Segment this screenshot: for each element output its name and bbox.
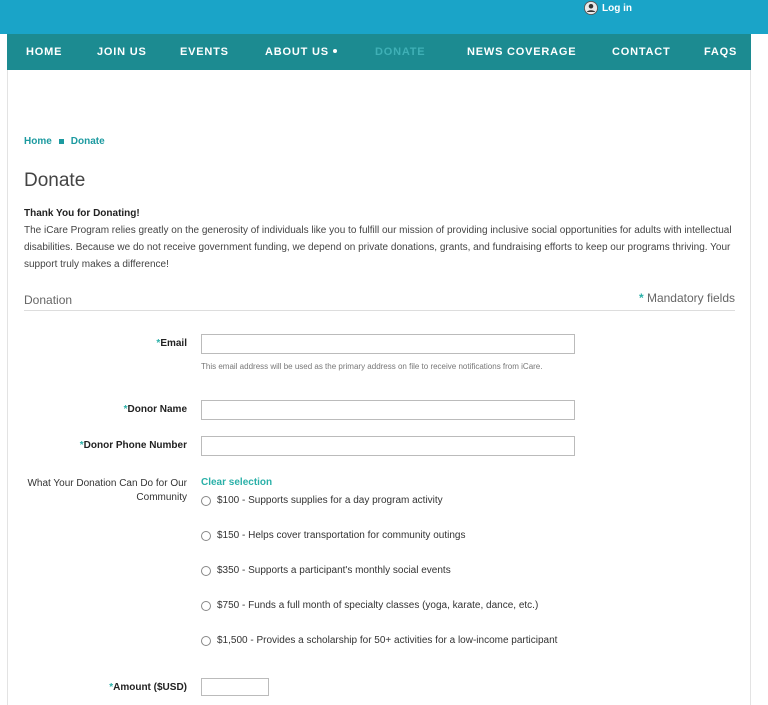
mandatory-note [639, 291, 735, 305]
donation-option-350[interactable] [201, 565, 451, 576]
option-label: $150 - Helps cover transportation for community outings [217, 530, 466, 541]
top-bar [0, 0, 768, 34]
radio-button[interactable] [201, 496, 211, 506]
donation-option-1500[interactable] [201, 635, 557, 646]
breadcrumb-separator-icon [59, 139, 64, 144]
nav-about-us-label: ABOUT US [265, 46, 329, 58]
amount-label: *Amount ($USD) [109, 682, 187, 693]
login-label: Log in [602, 2, 632, 14]
donation-options-label: What Your Donation Can Do for Our Community [27, 478, 187, 503]
clear-selection-link[interactable]: Clear selection [201, 477, 273, 488]
option-label: $1,500 - Provides a scholarship for 50+ activities for a low-income participant [217, 635, 558, 646]
section-title: Donation [24, 293, 73, 307]
donor-name-field[interactable] [201, 400, 575, 420]
breadcrumb-home[interactable]: Home [24, 136, 52, 147]
nav-about-us[interactable] [265, 34, 337, 70]
login-link[interactable] [584, 0, 632, 16]
main-nav [7, 34, 751, 70]
radio-button[interactable] [201, 601, 211, 611]
nav-contact[interactable]: CONTACT [612, 46, 671, 58]
nav-news-coverage[interactable]: NEWS COVERAGE [467, 46, 577, 58]
radio-button[interactable] [201, 566, 211, 576]
nav-join-us[interactable]: JOIN US [97, 46, 147, 58]
donation-option-750[interactable] [201, 600, 538, 611]
nav-events[interactable]: EVENTS [180, 46, 229, 58]
donor-phone-field[interactable] [201, 436, 575, 456]
nav-donate[interactable]: DONATE [375, 46, 426, 58]
mandatory-label: Mandatory fields [646, 291, 735, 305]
intro-paragraph: The iCare Program relies greatly on the generosity of individuals like you to fulfill our mission of providing inclusive social opportunities for adults with intellectual disabilities. Because we do not receive government funding, we depend on private donations, grants, and fundraising efforts to keep our programs thriving. Your support truly makes a difference! [24, 225, 732, 270]
radio-button[interactable] [201, 531, 211, 541]
option-label: $100 - Supports supplies for a day program activity [217, 495, 443, 506]
amount-field[interactable] [201, 678, 269, 696]
donation-section-header [24, 291, 735, 311]
page-title: Donate [24, 170, 86, 191]
option-label: $350 - Supports a participant's monthly social events [217, 565, 451, 576]
email-label: *Email [156, 338, 187, 349]
user-icon [584, 1, 598, 15]
breadcrumb-current[interactable]: Donate [70, 136, 105, 147]
option-label: $750 - Funds a full month of specialty classes (yoga, karate, dance, etc.) [217, 600, 539, 611]
donor-phone-label: *Donor Phone Number [79, 440, 187, 451]
radio-button[interactable] [201, 636, 211, 646]
email-help-text: This email address will be used as the primary address on file to receive notifications from iCare. [201, 362, 543, 371]
email-field[interactable] [201, 334, 575, 354]
donor-name-label: *Donor Name [123, 404, 187, 415]
nav-home[interactable]: HOME [26, 46, 63, 58]
donation-option-150[interactable] [201, 530, 465, 541]
dropdown-dot-icon [333, 49, 337, 53]
breadcrumb [24, 136, 105, 147]
nav-faqs[interactable]: FAQS [704, 46, 738, 58]
thanks-heading: Thank You for Donating! [24, 208, 140, 219]
donation-option-100[interactable] [201, 495, 443, 506]
mandatory-star: * [638, 291, 644, 305]
